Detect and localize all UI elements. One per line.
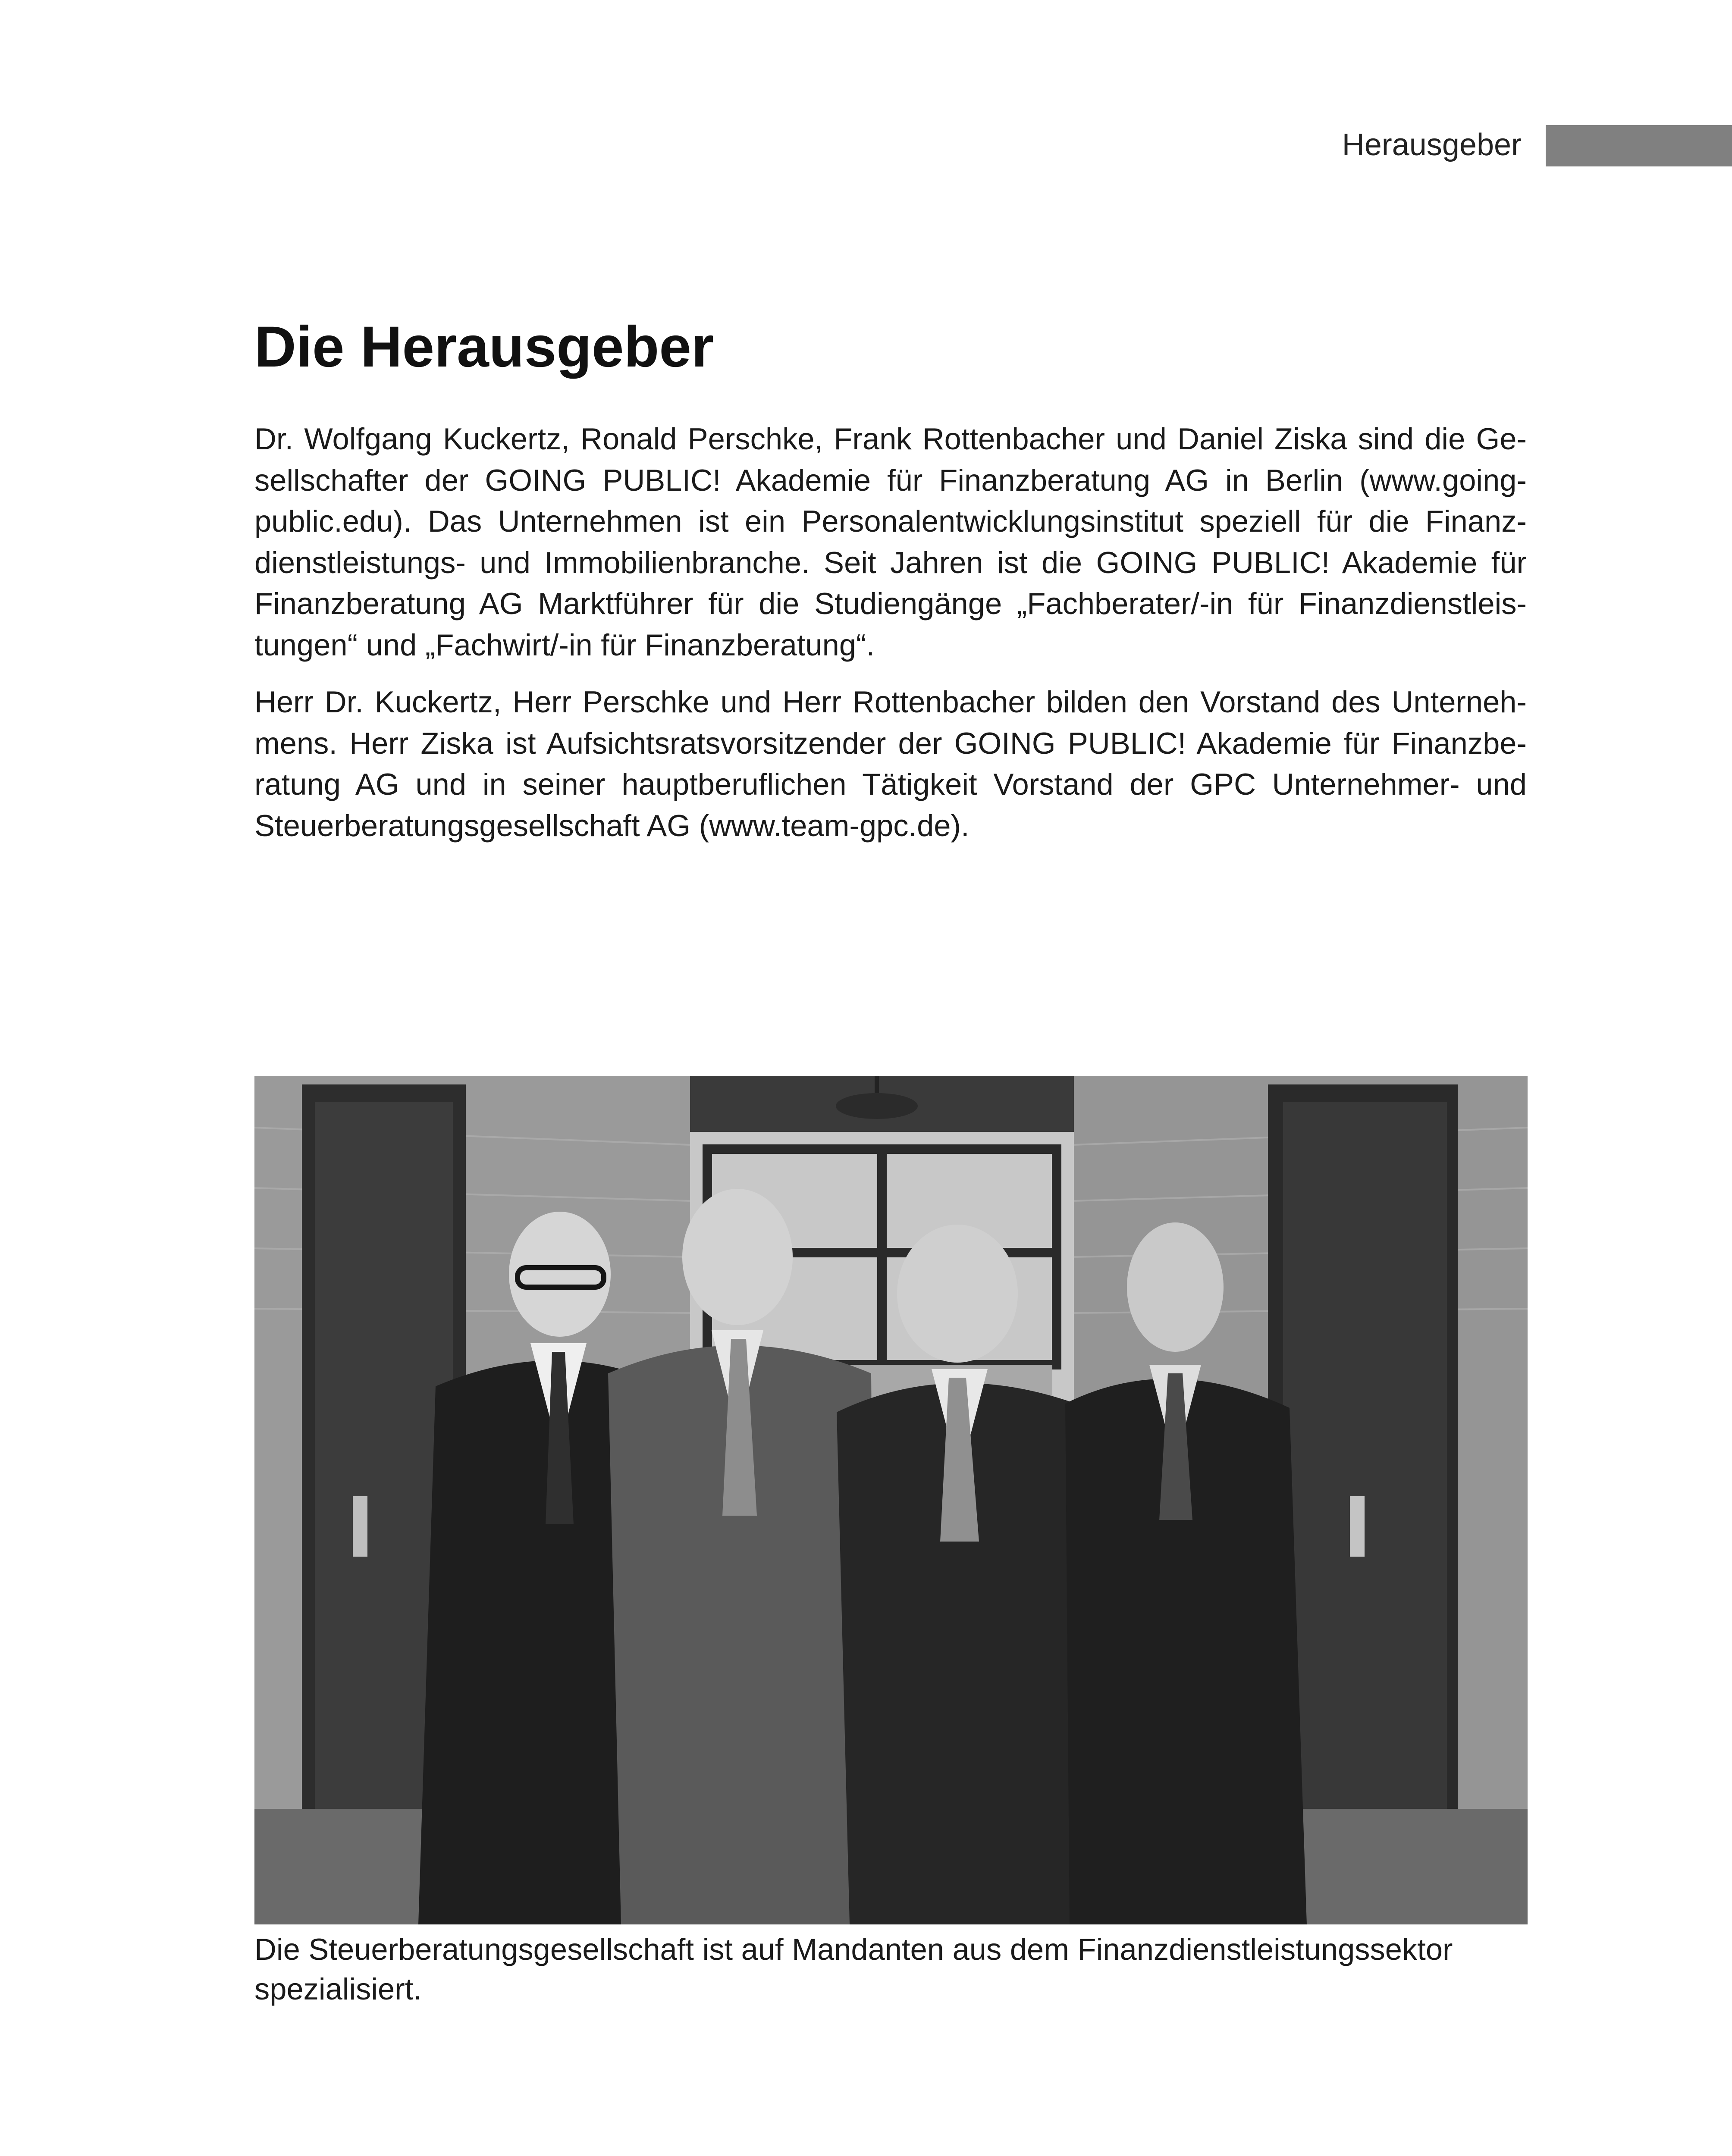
group-photo bbox=[254, 1076, 1528, 1924]
paragraph-board: Herr Dr. Kuckertz, Herr Perschke und Herr Rottenbacher bilden den Vorstand des Unternehmens. Herr Ziska ist Aufsichtsratsvorsitzender der GOING PUBLIC! Akademie für Finanzberatung AG und in seiner hauptberuflichen Tätigkeit Vorstand der GPC Unternehmer- und Steuerberatungsgesellschaft AG (www.team-gpc.de). bbox=[254, 685, 1527, 843]
running-header: Herausgeber bbox=[1342, 128, 1522, 162]
page-title: Die Herausgeber bbox=[254, 315, 714, 379]
paragraph-intro: Dr. Wolfgang Kuckertz, Ronald Perschke, Frank Rottenbacher und Daniel Ziska sind die Gesellschafter der GOING PUBLIC! Akademie für Finanzberatung AG in Berlin (www.goingpublic.edu). Das Unternehmen ist ein Personalentwicklungsinstitut speziell für die Finanzdienstleistungs- und Immobilienbranche. Seit Jahren ist die GOING PUBLIC! Akademie für Finanzberatung AG Marktführer für die Studiengänge „Fachberater/-in für Finanzdienstleistungen“ und „Fachwirt/-in für Finanzberatung“. bbox=[254, 422, 1527, 662]
figure-caption: Die Steuerberatungsgesellschaft ist auf Mandanten aus dem Finanzdienstleistungssektor spezialisiert. bbox=[254, 1932, 1453, 2006]
header-bar bbox=[1546, 125, 1732, 166]
group-photo-illustration bbox=[254, 1076, 1528, 1924]
